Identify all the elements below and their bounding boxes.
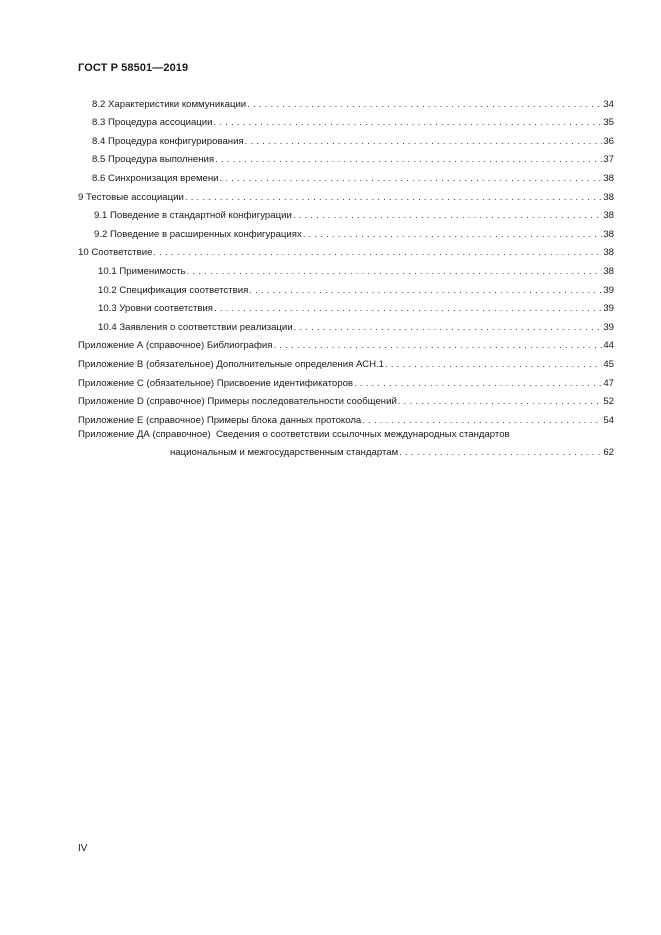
toc-entry-8-5[interactable] [78,148,614,167]
leader-dots [214,117,603,129]
leader-dots [214,303,602,315]
toc-entry-9[interactable] [78,185,614,204]
toc-title: Поведение в расширенных конфигурациях [110,228,302,240]
toc-number: 8.6 [92,172,106,184]
toc-page: 39 [603,284,614,296]
toc-page: 38 [603,191,614,203]
toc-number: Приложение ДА (справочное) [78,428,211,440]
toc-entry-appendix-e[interactable] [78,408,614,427]
leader-dots [153,247,602,259]
toc-number: 9 [78,191,84,203]
toc-title: Дополнительные определения АСН.1 [216,358,384,370]
toc-number: 9.2 [94,228,108,240]
toc-number: Приложение В (обязательное) [78,358,214,370]
leader-dots [398,396,603,408]
toc-entry-appendix-b[interactable] [78,352,614,371]
toc-page: 34 [603,98,614,110]
toc-number: Приложение Е (справочное) [78,414,205,426]
toc-title: Характеристики коммуникации [108,98,247,110]
toc-entry-9-2[interactable] [78,222,614,241]
toc-line-1 [78,429,614,441]
toc-title: Тестовые ассоциации [86,191,184,203]
toc-number: 10.4 [98,321,117,333]
toc-page: 62 [603,446,614,458]
leader-dots [354,378,602,390]
toc-number: 10.3 [98,303,117,315]
toc-title: Применимость [119,265,186,277]
toc-title: Спецификация соответствия [119,284,249,296]
toc-entry-10-2[interactable] [78,278,614,297]
leader-dots [215,154,602,166]
toc-title: Уровни соответствия [119,303,214,315]
toc-title: Библиография [206,340,273,352]
toc-page: 39 [603,321,614,333]
toc-number: 8.3 [92,117,106,129]
toc-entry-appendix-da[interactable] [78,427,614,459]
leader-dots [249,285,602,297]
toc-page: 38 [603,265,614,277]
toc-entry-10-1[interactable] [78,259,614,278]
toc-page: 38 [603,247,614,259]
leader-dots [385,359,602,371]
toc-entry-8-3[interactable] [78,111,614,130]
toc-page: 38 [603,172,614,184]
toc-number: 10 [78,247,89,259]
leader-dots [294,322,603,334]
toc-title: Процедура конфигурирования [108,135,244,147]
leader-dots [362,415,602,427]
toc-title: Сведения о соответствии ссылочных международных стандартов [215,428,510,440]
toc-entry-9-1[interactable] [78,204,614,223]
toc-title: Заявления о соответствии реализации [119,321,293,333]
toc-number: Приложение А (справочное) [78,340,205,352]
toc-title: Поведение в стандартной конфигурации [110,210,292,222]
toc-number: 9.1 [94,210,108,222]
toc-title: Примеры блока данных протокола [206,414,362,426]
toc-title: Процедура выполнения [108,154,215,166]
toc-entry-8-2[interactable] [78,92,614,111]
toc-title: Процедура ассоциации [108,117,213,129]
leader-dots [185,192,602,204]
toc-page: 38 [603,210,614,222]
toc-page: 44 [603,340,614,352]
toc-page: 38 [603,228,614,240]
toc-entry-appendix-d[interactable] [78,390,614,409]
leader-dots [247,99,602,111]
toc-page: 45 [603,358,614,370]
toc-title: Соответствие [91,247,153,259]
toc-title: Присвоение идентификаторов [216,377,354,389]
toc-number: 8.2 [92,98,106,110]
toc-page: 52 [603,396,614,408]
toc-page: 54 [603,414,614,426]
toc-page: 37 [603,154,614,166]
page-number: IV [78,843,88,854]
toc-number: Приложение D (справочное) [78,396,205,408]
toc-number: 10.2 [98,284,117,296]
toc-number: 10.1 [98,265,117,277]
toc-line-2 [78,447,614,459]
leader-dots [293,210,603,222]
toc-entry-appendix-a[interactable] [78,334,614,353]
toc-page: 47 [603,377,614,389]
leader-dots [273,340,602,352]
toc-entry-10-3[interactable] [78,297,614,316]
toc-page: 35 [603,117,614,129]
toc-entry-8-4[interactable] [78,129,614,148]
toc-page: 39 [603,303,614,315]
table-of-contents [78,92,614,459]
toc-number: 8.4 [92,135,106,147]
document-header: ГОСТ Р 58501—2019 [78,62,189,74]
leader-dots [245,136,603,148]
toc-entry-8-6[interactable] [78,166,614,185]
leader-dots [187,266,603,278]
toc-title: Синхронизация времени [108,172,219,184]
leader-dots [303,229,603,241]
toc-page: 36 [603,135,614,147]
toc-number: 8.5 [92,154,106,166]
toc-number: Приложение С (обязательное) [78,377,215,389]
toc-title-continued: национальным и межгосударственным стандартам [170,446,399,458]
toc-title: Примеры последовательности сообщений [207,396,397,408]
toc-entry-appendix-c[interactable] [78,371,614,390]
leader-dots [220,173,603,185]
leader-dots [399,447,602,459]
toc-entry-10[interactable] [78,241,614,260]
toc-entry-10-4[interactable] [78,315,614,334]
